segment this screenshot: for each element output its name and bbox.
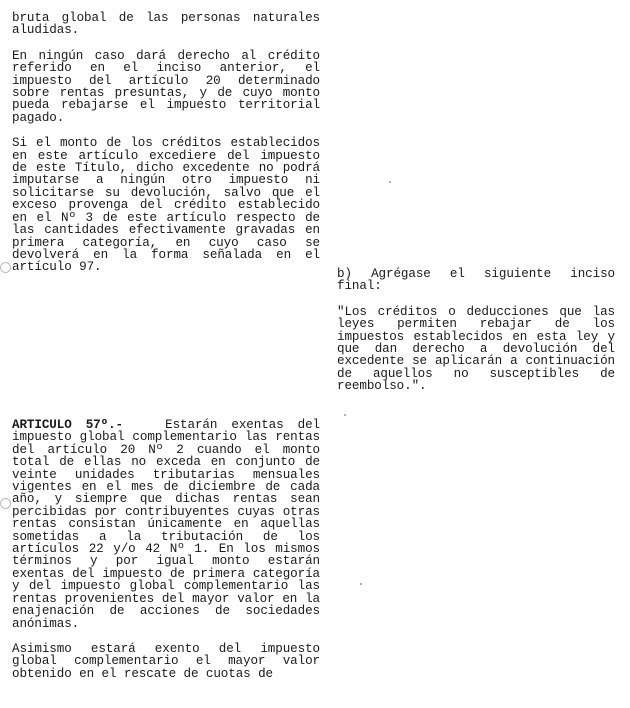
article-57-label: ARTICULO 57º.- xyxy=(12,418,123,432)
amendment-quote: "Los créditos o deducciones que las leyes permiten rebajar de los impuestos establecidos en esta ley y que dan derecho a devolución del excedente se aplicarán a continuación de aquellos no susceptibles de reembolso.". xyxy=(337,304,615,394)
paragraph-ningun-caso: En ningún caso dará derecho al crédito referido en el inciso anterior, el impuesto del artículo 20 determinado sobre rentas presuntas, y de cuyo monto pueda rebajarse el impuesto territorial pagado. xyxy=(12,48,320,125)
article-57-text: Estarán exentas del impuesto global complementario las rentas del artículo 20 Nº 2 cuando el monto total de ellas no exceda en conjunto de veinte unidades tributarias mensuales vigentes en el mes de diciembre de cada año, y siempre que dichas rentas sean percibidas por contribuyentes cuyas otras rentas consistan únicamente en aquellas sometidas a la tributación de los artículos 22 y/o 42 Nº 1. En los mismos términos y por igual monto estarán exentas del impuesto de primera categoría y del impuesto global complementario las rentas provenientes del mayor valor en la enajenación de acciones de sociedades anónimas. xyxy=(12,418,321,631)
paragraph-renta-bruta: bruta global de las personas naturales aludidas. xyxy=(12,11,320,38)
scan-speck xyxy=(344,414,346,416)
left-column-top xyxy=(12,12,320,274)
left-column-bottom xyxy=(12,419,320,680)
paragraph-monto-creditos: Si el monto de los créditos establecidos en este artículo excediere del impuesto de este Título, dicho excedente no podrá imputarse a ningún otro impuesto ni solicitarse su devolución, salvo que el exceso provenga del crédito establecido en el Nº 3 de este artículo respecto de las cantidades efectivamente gravadas en primera categoría, en cuyo caso se devolverá en la forma señalada en el artículo 97. xyxy=(12,136,320,275)
paragraph-asimismo: Asimismo estará exento del impuesto global complementario el mayor valor obtenido en el rescate de cuotas de xyxy=(12,641,320,681)
right-column-amendment xyxy=(337,268,615,393)
punch-hole-mark xyxy=(0,262,11,273)
scan-speck xyxy=(389,181,391,183)
punch-hole-mark xyxy=(0,498,11,509)
scan-speck xyxy=(360,583,362,585)
amendment-heading: b) Agrégase el siguiente inciso final: xyxy=(337,267,615,294)
paragraph-articulo-57 xyxy=(12,419,320,630)
